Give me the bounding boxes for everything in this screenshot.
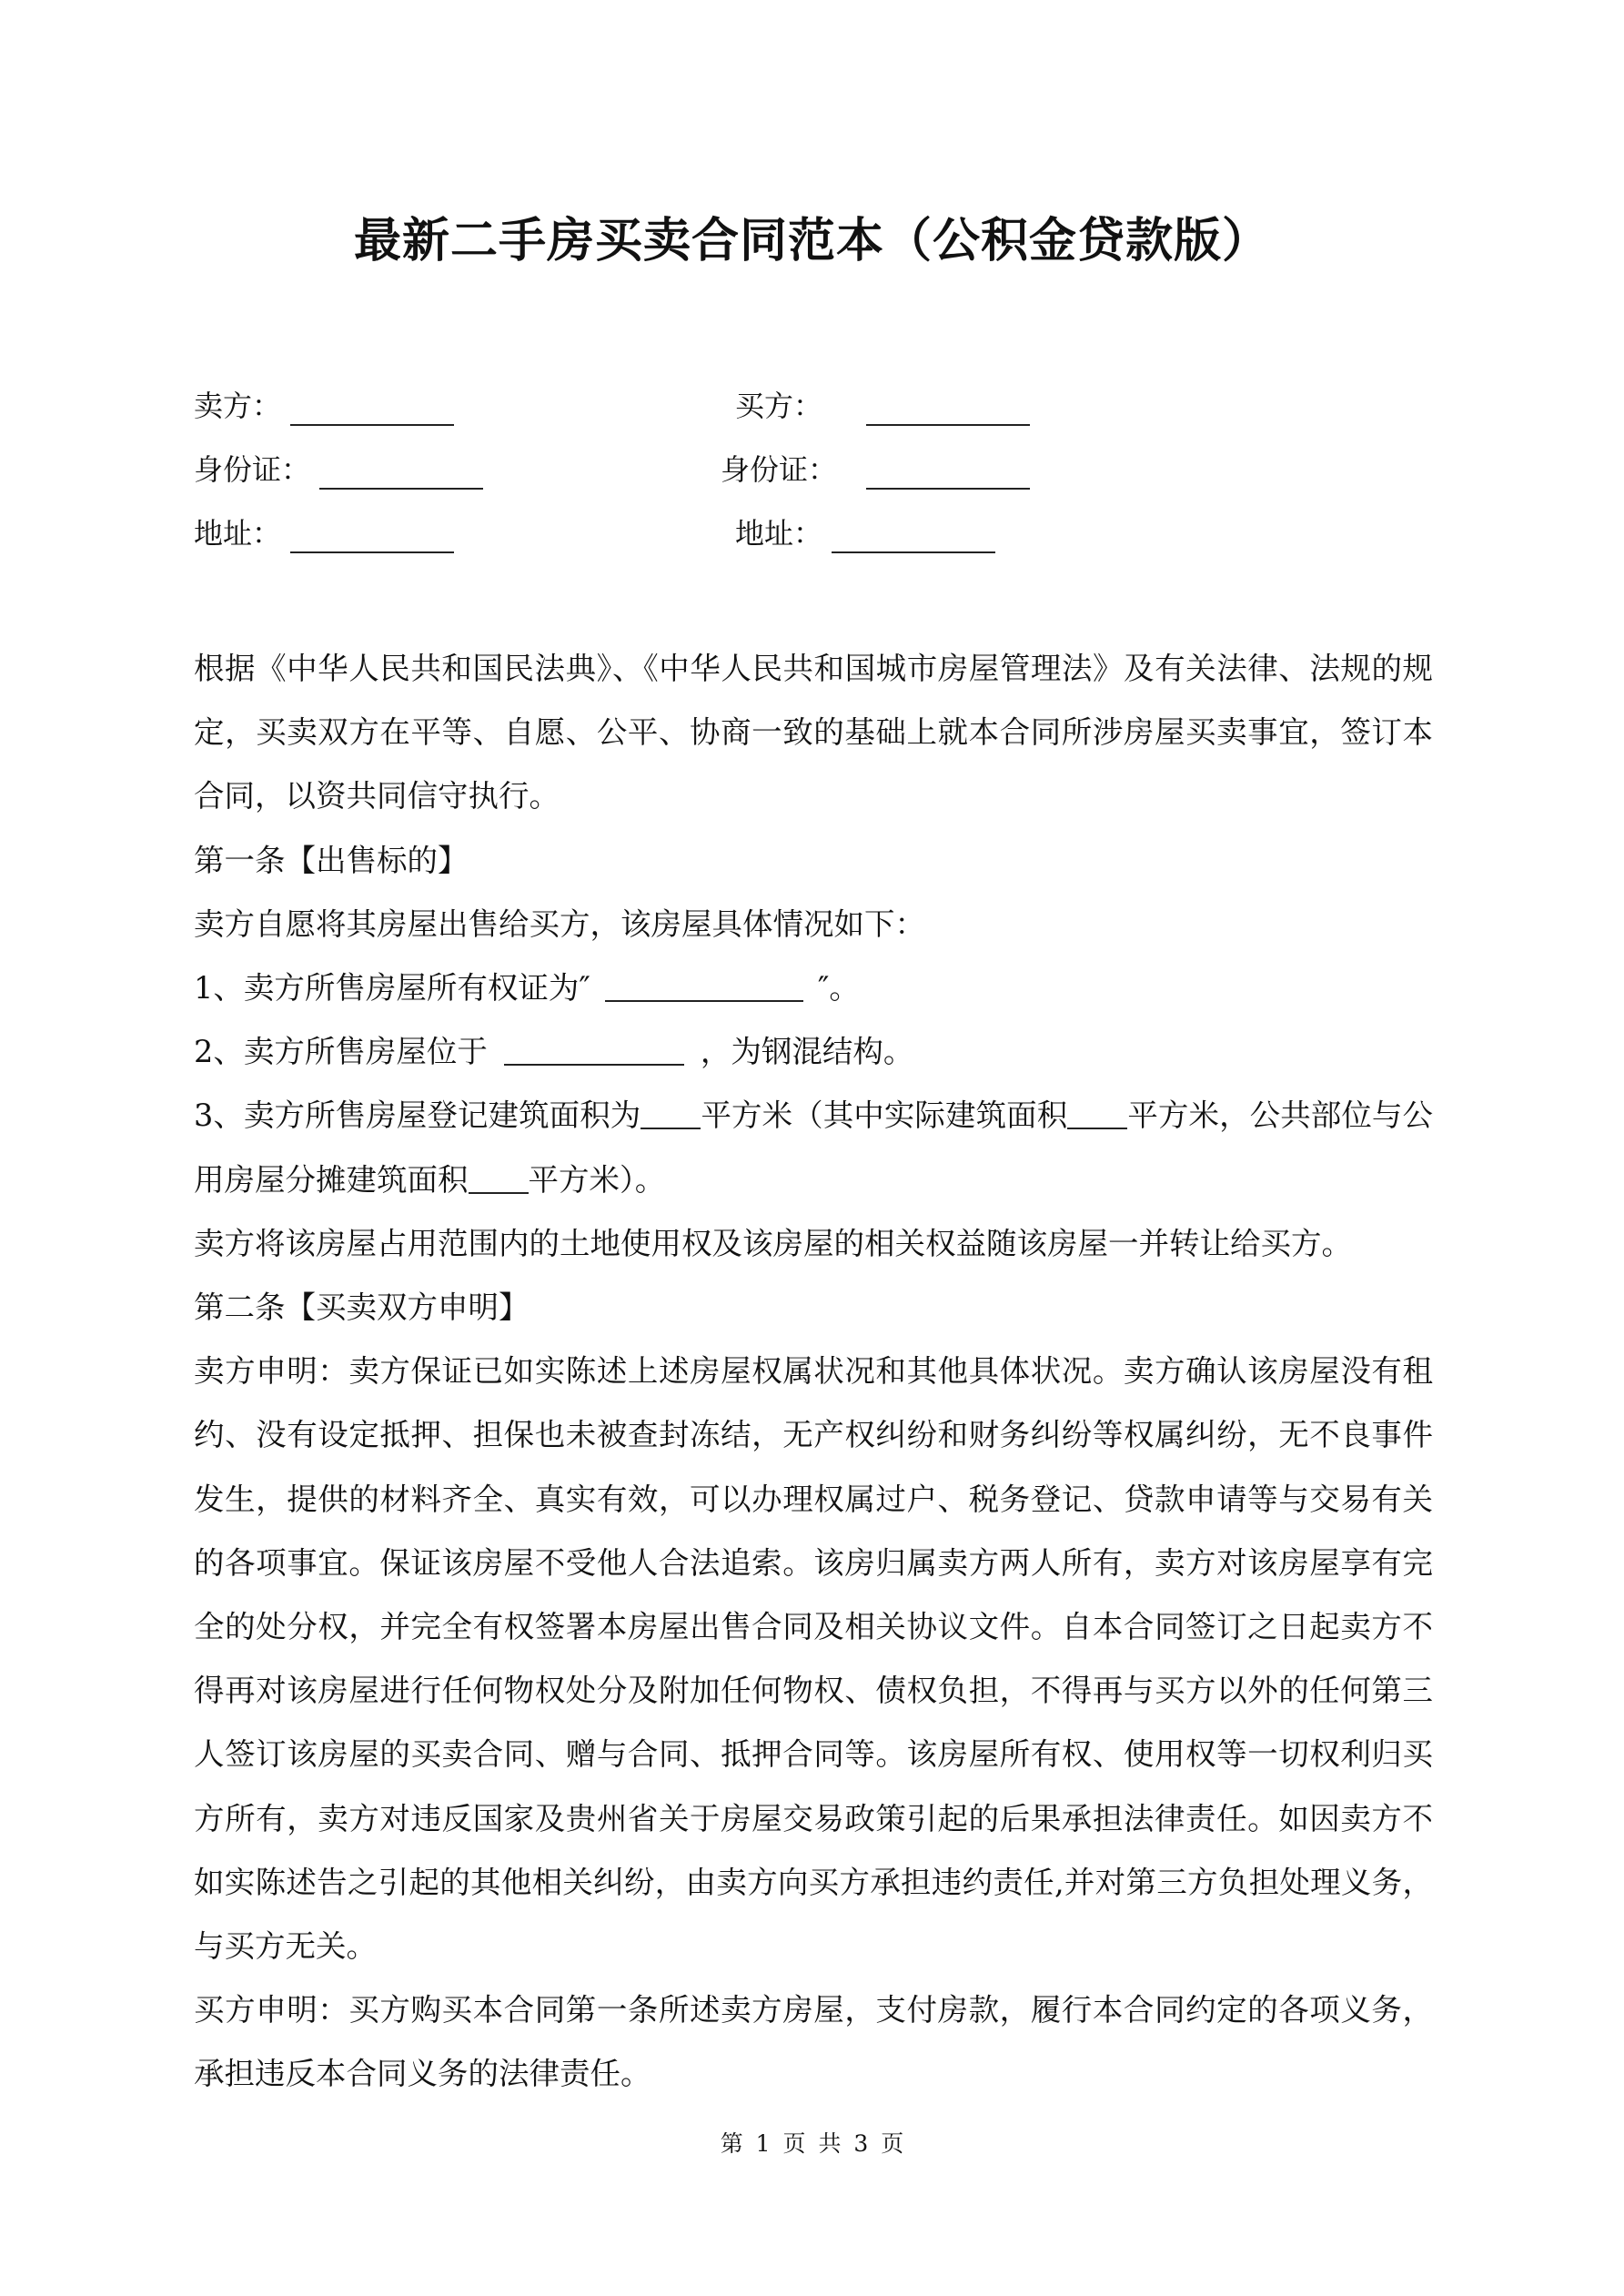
item2-suffix: ，为钢混结构。 [700,1034,914,1070]
item2-prefix: 2、卖方所售房屋位于 [194,1034,488,1070]
seller-id-label: 身份证： [194,452,311,487]
buyer-id-blank[interactable] [866,457,1030,490]
buyer-address-row [735,513,995,553]
item3-part1: 3、卖方所售房屋登记建筑面积为 [194,1097,641,1134]
buyer-statement: 买方申明：买方购买本合同第一条所述卖方房屋，支付房款，履行本合同约定的各项义务，承担违反本合同义务的法律责任。 [194,1992,1433,2092]
item1-suffix: ″。 [817,970,860,1006]
article1-item3 [194,1084,1433,1211]
seller-address-row [194,513,454,553]
buyer-address-blank[interactable] [832,521,995,553]
item1-prefix: 1、卖方所售房屋所有权证为″ [194,970,590,1006]
actual-area-blank[interactable] [1067,1100,1127,1129]
preamble-paragraph: 根据《中华人民共和国民法典》、《中华人民共和国城市房屋管理法》及有关法律、法规的规定，买卖双方在平等、自愿、公平、协商一致的基础上就本合同所涉房屋买卖事宜，签订本合同，以资共同信守执行。 [194,651,1433,814]
article2-heading: 第二条【买卖双方申明】 [194,1290,530,1326]
article1-item1 [194,956,1433,1020]
seller-id-blank[interactable] [319,457,483,490]
certificate-number-blank[interactable] [605,973,803,1002]
article1-heading: 第一条【出售标的】 [194,842,469,878]
buyer-address-label: 地址： [735,516,823,551]
article1-intro: 卖方自愿将其房屋出售给买方，该房屋具体情况如下： [194,905,925,942]
item3-part3: 平方米，公共部位与公用房屋分摊建筑面积 [194,1097,1433,1198]
document-title: 最新二手房买卖合同范本（公积金贷款版） [353,214,1270,268]
buyer-row [735,386,1030,426]
seller-address-blank[interactable] [290,521,454,553]
seller-name-blank[interactable] [290,393,454,426]
item3-part2: 平方米（其中实际建筑面积 [701,1097,1068,1134]
shared-area-blank[interactable] [469,1165,529,1194]
buyer-name-blank[interactable] [866,393,1030,426]
article1-transfer: 卖方将该房屋占用范围内的土地使用权及该房屋的相关权益随该房屋一并转让给买方。 [194,1225,1352,1261]
article1-item2 [194,1020,1433,1084]
buyer-id-label: 身份证： [721,452,838,487]
seller-address-label: 地址： [194,516,282,551]
registered-area-blank[interactable] [641,1100,701,1129]
seller-label: 卖方： [194,389,282,423]
page-footer: 第 1 页 共 3 页 [720,2130,904,2157]
seller-statement: 卖方申明：卖方保证已如实陈述上述房屋权属状况和其他具体状况。卖方确认该房屋没有租约、没有设定抵押、担保也未被查封冻结，无产权纠纷和财务纠纷等权属纠纷，无不良事件发生，提供的材料齐全、真实有效，可以办理权属过户、税务登记、贷款申请等与交易有关的各项事宜。保证该房屋不受他人合法追索。该房归属卖方两人所有，卖方对该房屋享有完全的处分权，并完全有权签署本房屋出售合同及相关协议文件。自本合同签订之日起卖方不得再对该房屋进行任何物权处分及附加任何物权、债权负担，不得再与买方以外的任何第三人签订该房屋的买卖合同、赠与合同、抵押合同等。该房屋所有权、使用权等一切权利归买方所有，卖方对违反国家及贵州省关于房屋交易政策引起的后果承担法律责任。如因卖方不如实陈述告之引起的其他相关纠纷，由卖方向买方承担违约责任,并对第三方负担处理义务，与买方无关。 [194,1353,1433,1965]
item3-part4: 平方米）。 [528,1161,666,1198]
contract-body [194,637,1433,2107]
buyer-id-row [721,450,1030,490]
house-location-blank[interactable] [504,1037,684,1066]
seller-row [194,386,454,426]
seller-id-row [194,450,483,490]
buyer-label: 买方： [735,389,823,423]
